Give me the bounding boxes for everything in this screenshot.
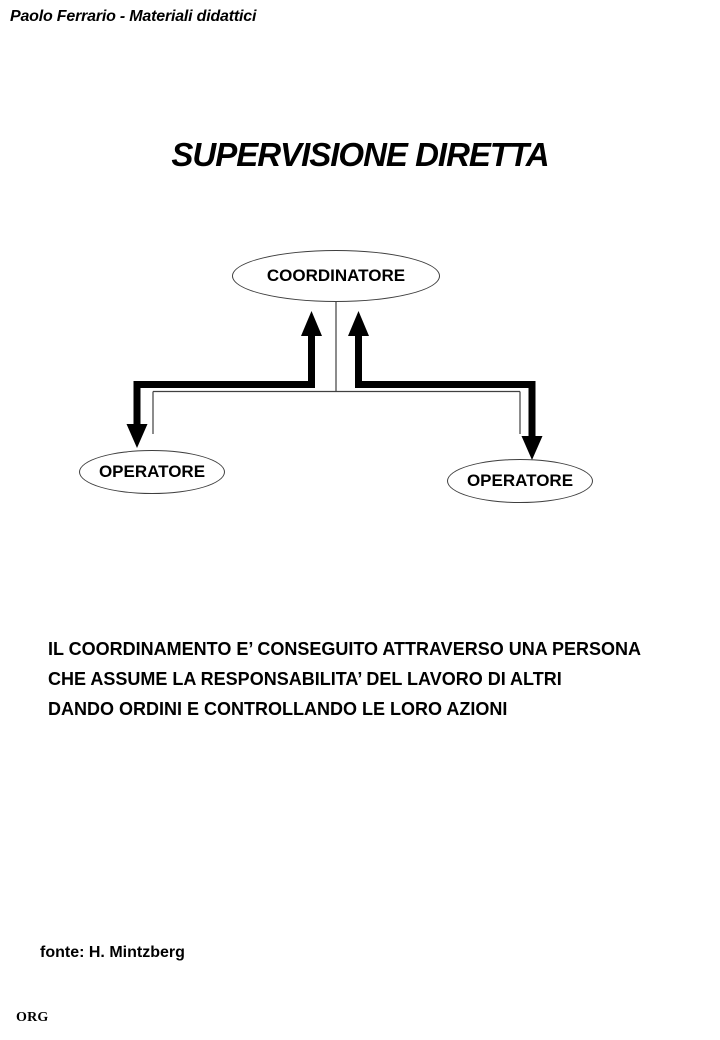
- thin-connector-lines: [153, 302, 520, 434]
- page-header: Paolo Ferrario - Materiali didattici: [10, 8, 257, 25]
- arrow-right-down-head: [522, 436, 543, 460]
- description-line-2: CHE ASSUME LA RESPONSABILITA’ DEL LAVORO DI ALTRI: [48, 669, 562, 689]
- arrow-left-down-head: [127, 424, 148, 448]
- supervision-arrow-right: [348, 311, 543, 460]
- description-line-1: IL COORDINAMENTO E’ CONSEGUITO ATTRAVERSO UNA PERSONA: [48, 639, 642, 659]
- footer-tag: ORG: [16, 1010, 49, 1025]
- arrow-left-shaft: [137, 332, 312, 426]
- node-operator-right-label: OPERATORE: [466, 471, 574, 490]
- node-coordinator-label: COORDINATORE: [266, 266, 406, 285]
- page-title: SUPERVISIONE DIRETTA: [171, 136, 549, 173]
- supervision-arrow-left: [127, 311, 323, 448]
- arrow-left-up-head: [301, 311, 322, 336]
- description-paragraph: [48, 634, 698, 724]
- node-coordinator: [232, 250, 440, 302]
- arrow-right-up-head: [348, 311, 369, 336]
- node-operator-right: [447, 459, 593, 503]
- node-operator-left-label: OPERATORE: [98, 462, 206, 481]
- node-operator-left: [79, 450, 225, 494]
- description-line-3: DANDO ORDINI E CONTROLLANDO LE LORO AZIONI: [48, 699, 508, 719]
- source-note: fonte: H. Mintzberg: [40, 944, 185, 961]
- arrow-right-shaft: [359, 332, 533, 438]
